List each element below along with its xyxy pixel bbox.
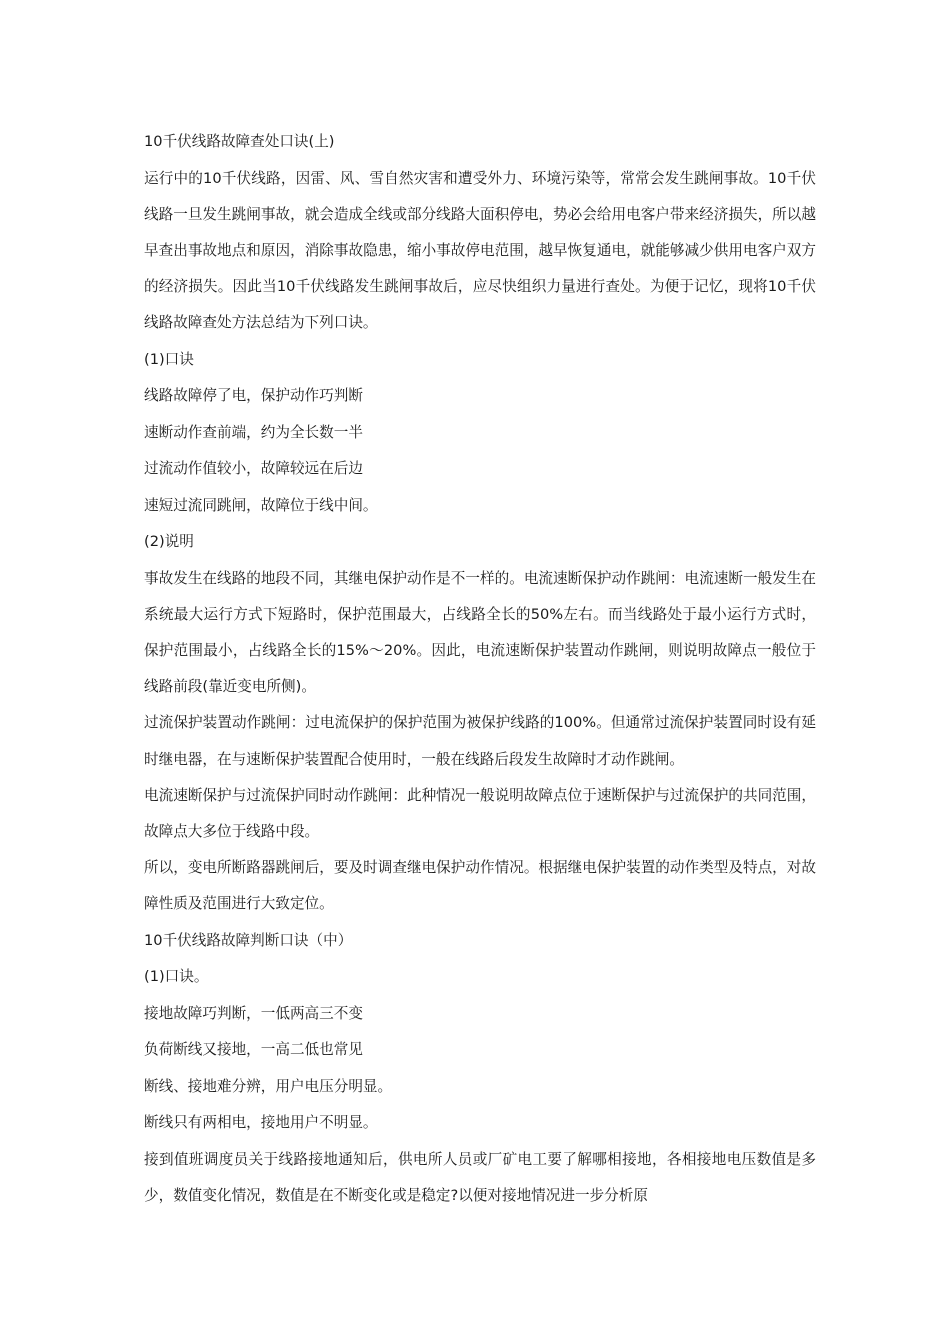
paragraph: 接到值班调度员关于线路接地通知后，供电所人员或厂矿电工要了解哪相接地，各相接地电压数值是多少，数值变化情况，数值是在不断变化或是稳定?以便对接地情况进一步分析原: [144, 1150, 816, 1204]
paragraph: 所以，变电所断路器跳闸后，要及时调查继电保护动作情况。根据继电保护装置的动作类型及特点，对故障性质及范围进行大致定位。: [144, 859, 816, 913]
paragraph: 电流速断保护与过流保护同时动作跳闸：此种情况一般说明故障点位于速断保护与过流保护的共同范围，故障点大多位于线路中段。: [144, 786, 816, 840]
paragraph: 运行中的10千伏线路，因雷、风、雪自然灾害和遭受外力、环境污染等，常常会发生跳闸事故。10千伏线路一旦发生跳闸事故，就会造成全线或部分线路大面积停电，势必会给用电客户带来经济损失，所以越早查出事故地点和原因，消除事故隐患，缩小事故停电范围，越早恢复通电，就能够减少供用电客户双方的经济损失。因此当10千伏线路发生跳闸事故后，应尽快组织力量进行查处。为便于记忆，现将10千伏线路故障查处方法总结为下列口诀。: [144, 169, 816, 332]
section-heading: 10千伏线路故障判断口诀（中）: [144, 931, 353, 949]
text-line: 负荷断线又接地，一高二低也常见: [144, 1041, 363, 1059]
document-body: [144, 124, 816, 1214]
text-line: (1)口诀: [144, 350, 194, 368]
text-line: (2)说明: [144, 533, 194, 551]
text-line: 接地故障巧判断，一低两高三不变: [144, 1004, 363, 1022]
text-line: 断线只有两相电，接地用户不明显。: [144, 1114, 378, 1132]
text-line: 线路故障停了电，保护动作巧判断: [144, 387, 363, 405]
text-line: (1)口诀。: [144, 968, 209, 986]
paragraph: 事故发生在线路的地段不同，其继电保护动作是不一样的。电流速断保护动作跳闸：电流速断一般发生在系统最大运行方式下短路时，保护范围最大，占线路全长的50%左右。而当线路处于最小运行方式时，保护范围最小，占线路全长的15%～20%。因此，电流速断保护装置动作跳闸，则说明故障点一般位于线路前段(靠近变电所侧)。: [144, 569, 816, 696]
text-line: 速断动作查前端，约为全长数一半: [144, 423, 363, 441]
text-line: 断线、接地难分辨，用户电压分明显。: [144, 1077, 393, 1095]
text-line: 过流动作值较小，故障较远在后边: [144, 460, 363, 478]
paragraph: 过流保护装置动作跳闸：过电流保护的保护范围为被保护线路的100%。但通常过流保护装置同时设有延时继电器，在与速断保护装置配合使用时，一般在线路后段发生故障时才动作跳闸。: [144, 714, 816, 768]
text-line: 速短过流同跳闸，故障位于线中间。: [144, 496, 378, 514]
section-heading: 10千伏线路故障查处口诀(上): [144, 133, 335, 150]
